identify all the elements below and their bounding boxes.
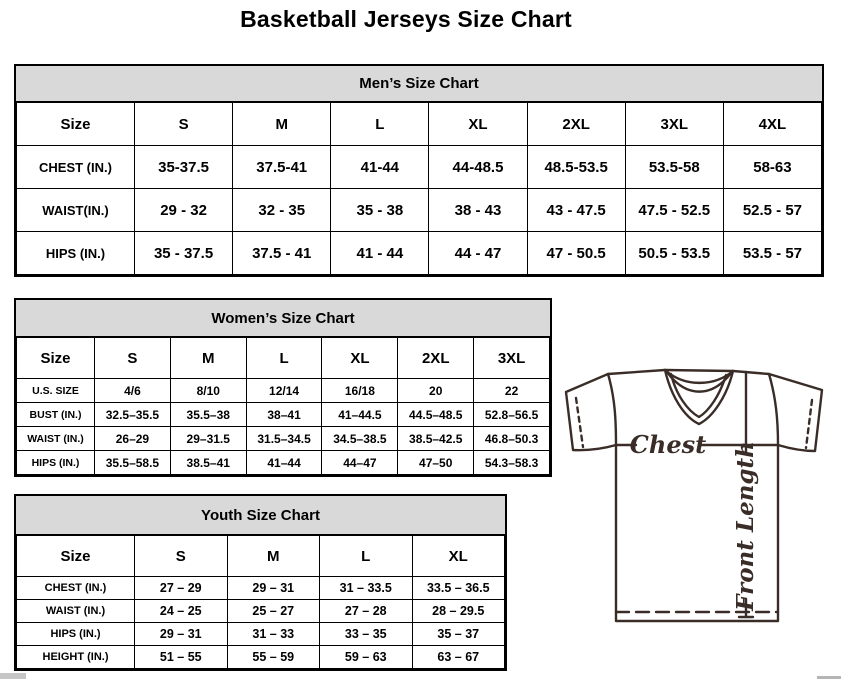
measurement-value-cell: 37.5 - 41 <box>233 232 331 275</box>
measurement-row-label: CHEST (IN.) <box>17 146 135 189</box>
size-column-header: 4XL <box>723 103 821 146</box>
measurement-value-cell: 20 <box>398 379 474 403</box>
measurement-value-cell: 27 – 29 <box>135 577 228 600</box>
measurement-value-cell: 53.5 - 57 <box>723 232 821 275</box>
measurement-row-label: BUST (IN.) <box>17 403 95 427</box>
page-title: Basketball Jerseys Size Chart <box>240 6 572 32</box>
measurement-value-cell: 47 - 50.5 <box>527 232 625 275</box>
measurement-row <box>17 623 505 646</box>
size-column-header: 3XL <box>625 103 723 146</box>
measurement-row <box>17 403 550 427</box>
measurement-row-label: HIPS (IN.) <box>17 232 135 275</box>
measurement-value-cell: 44 - 47 <box>429 232 527 275</box>
measurement-value-cell: 12/14 <box>246 379 322 403</box>
size-header-row <box>17 103 822 146</box>
measurement-value-cell: 58-63 <box>723 146 821 189</box>
measurement-value-cell: 8/10 <box>170 379 246 403</box>
measurement-row <box>17 146 822 189</box>
size-header-row <box>17 338 550 379</box>
measurement-value-cell: 63 – 67 <box>412 646 505 669</box>
measurement-row-label: WAIST (IN.) <box>17 427 95 451</box>
measurement-value-cell: 38.5–41 <box>170 451 246 475</box>
measurement-value-cell: 35 - 38 <box>331 189 429 232</box>
measurement-row <box>17 232 822 275</box>
measurement-value-cell: 41–44.5 <box>322 403 398 427</box>
measurement-value-cell: 35.5–38 <box>170 403 246 427</box>
measurement-value-cell: 44.5–48.5 <box>398 403 474 427</box>
womens-size-table <box>16 337 550 475</box>
measurement-row-label: HIPS (IN.) <box>17 623 135 646</box>
size-header-row <box>17 536 505 577</box>
womens-chart-header: Women’s Size Chart <box>16 300 550 337</box>
measurement-value-cell: 41-44 <box>331 146 429 189</box>
size-label-header: Size <box>17 536 135 577</box>
measurement-value-cell: 51 – 55 <box>135 646 228 669</box>
measurement-value-cell: 46.8–50.3 <box>474 427 550 451</box>
measurement-row-label: CHEST (IN.) <box>17 577 135 600</box>
size-column-header: S <box>135 536 228 577</box>
size-column-header: L <box>320 536 413 577</box>
size-column-header: L <box>331 103 429 146</box>
measurement-row <box>17 189 822 232</box>
collar-top-line <box>665 370 733 371</box>
measurement-value-cell: 44–47 <box>322 451 398 475</box>
measurement-value-cell: 43 - 47.5 <box>527 189 625 232</box>
measurement-value-cell: 4/6 <box>95 379 171 403</box>
measurement-value-cell: 52.5 - 57 <box>723 189 821 232</box>
measurement-value-cell: 25 – 27 <box>227 600 320 623</box>
size-column-header: XL <box>429 103 527 146</box>
size-column-header: 2XL <box>527 103 625 146</box>
measurement-value-cell: 27 – 28 <box>320 600 413 623</box>
measurement-value-cell: 28 – 29.5 <box>412 600 505 623</box>
measurement-value-cell: 29 - 32 <box>135 189 233 232</box>
measurement-value-cell: 31.5–34.5 <box>246 427 322 451</box>
measurement-value-cell: 33.5 – 36.5 <box>412 577 505 600</box>
measurement-row-label: U.S. SIZE <box>17 379 95 403</box>
size-column-header: XL <box>322 338 398 379</box>
size-column-header: 3XL <box>474 338 550 379</box>
measurement-value-cell: 53.5-58 <box>625 146 723 189</box>
jersey-outline <box>566 370 822 621</box>
size-column-header: L <box>246 338 322 379</box>
measurement-row <box>17 451 550 475</box>
measurement-value-cell: 22 <box>474 379 550 403</box>
size-label-header: Size <box>17 338 95 379</box>
mens-chart-header: Men’s Size Chart <box>16 66 822 102</box>
measurement-value-cell: 48.5-53.5 <box>527 146 625 189</box>
womens-size-chart <box>14 298 552 477</box>
youth-size-chart <box>14 494 507 671</box>
measurement-row-label: WAIST(IN.) <box>17 189 135 232</box>
front-length-label: Front Length <box>732 441 759 611</box>
measurement-value-cell: 41–44 <box>246 451 322 475</box>
measurement-value-cell: 35-37.5 <box>135 146 233 189</box>
measurement-row <box>17 379 550 403</box>
measurement-value-cell: 29 – 31 <box>227 577 320 600</box>
measurement-row-label: WAIST (IN.) <box>17 600 135 623</box>
measurement-row <box>17 600 505 623</box>
size-column-header: M <box>227 536 320 577</box>
measurement-value-cell: 16/18 <box>322 379 398 403</box>
measurement-value-cell: 38 - 43 <box>429 189 527 232</box>
measurement-value-cell: 54.3–58.3 <box>474 451 550 475</box>
measurement-value-cell: 29–31.5 <box>170 427 246 451</box>
measurement-row-label: HEIGHT (IN.) <box>17 646 135 669</box>
measurement-value-cell: 34.5–38.5 <box>322 427 398 451</box>
measurement-value-cell: 32.5–35.5 <box>95 403 171 427</box>
size-column-header: S <box>95 338 171 379</box>
measurement-value-cell: 55 – 59 <box>227 646 320 669</box>
measurement-value-cell: 31 – 33.5 <box>320 577 413 600</box>
mens-size-chart <box>14 64 824 277</box>
size-column-header: M <box>233 103 331 146</box>
scrollbar-fragment-left[interactable] <box>0 673 26 679</box>
left-armhole-seam <box>608 374 616 445</box>
measurement-value-cell: 32 - 35 <box>233 189 331 232</box>
measurement-value-cell: 59 – 63 <box>320 646 413 669</box>
measurement-value-cell: 44-48.5 <box>429 146 527 189</box>
measurement-value-cell: 41 - 44 <box>331 232 429 275</box>
measurement-row <box>17 646 505 669</box>
jersey-measurement-diagram <box>562 358 828 630</box>
measurement-value-cell: 37.5-41 <box>233 146 331 189</box>
right-cuff-stitch-line <box>806 400 812 448</box>
measurement-value-cell: 52.8–56.5 <box>474 403 550 427</box>
measurement-row <box>17 577 505 600</box>
measurement-value-cell: 29 – 31 <box>135 623 228 646</box>
youth-chart-header: Youth Size Chart <box>16 496 505 535</box>
measurement-value-cell: 35 – 37 <box>412 623 505 646</box>
measurement-value-cell: 38.5–42.5 <box>398 427 474 451</box>
size-column-header: S <box>135 103 233 146</box>
youth-size-table <box>16 535 505 669</box>
mens-size-table <box>16 102 822 275</box>
measurement-row-label: HIPS (IN.) <box>17 451 95 475</box>
size-column-header: 2XL <box>398 338 474 379</box>
size-column-header: XL <box>412 536 505 577</box>
left-cuff-stitch-line <box>576 398 583 447</box>
measurement-value-cell: 47.5 - 52.5 <box>625 189 723 232</box>
right-armhole-seam <box>769 374 778 445</box>
measurement-value-cell: 33 – 35 <box>320 623 413 646</box>
measurement-value-cell: 38–41 <box>246 403 322 427</box>
measurement-row <box>17 427 550 451</box>
measurement-value-cell: 24 – 25 <box>135 600 228 623</box>
measurement-value-cell: 35.5–58.5 <box>95 451 171 475</box>
measurement-value-cell: 26–29 <box>95 427 171 451</box>
measurement-value-cell: 35 - 37.5 <box>135 232 233 275</box>
size-column-header: M <box>170 338 246 379</box>
measurement-value-cell: 50.5 - 53.5 <box>625 232 723 275</box>
size-label-header: Size <box>17 103 135 146</box>
measurement-value-cell: 47–50 <box>398 451 474 475</box>
chest-label: Chest <box>629 430 707 459</box>
measurement-value-cell: 31 – 33 <box>227 623 320 646</box>
